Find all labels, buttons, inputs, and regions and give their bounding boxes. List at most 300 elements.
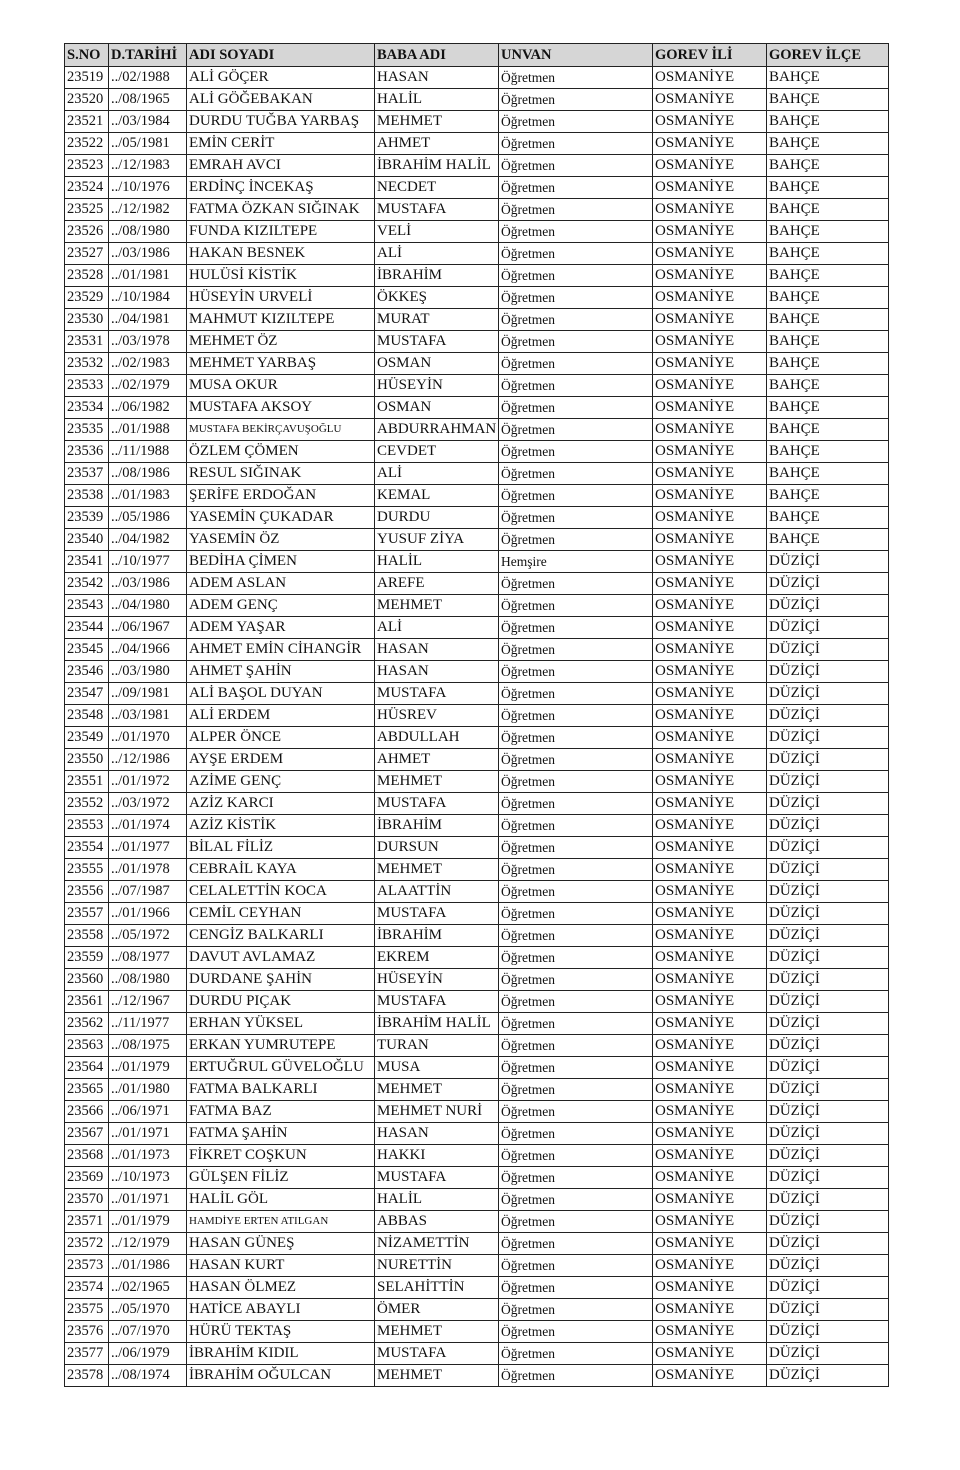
cell-duty-district: DÜZİÇİ bbox=[767, 683, 889, 705]
cell-duty-district: DÜZİÇİ bbox=[767, 1145, 889, 1167]
cell-duty-district: DÜZİÇİ bbox=[767, 661, 889, 683]
cell-father-name: ALİ bbox=[375, 463, 499, 485]
cell-duty-district: BAHÇE bbox=[767, 265, 889, 287]
cell-birth-date: ../08/1980 bbox=[109, 969, 187, 991]
cell-birth-date: ../03/1972 bbox=[109, 793, 187, 815]
cell-full-name: ERKAN YUMRUTEPE bbox=[187, 1035, 375, 1057]
cell-duty-district: BAHÇE bbox=[767, 67, 889, 89]
cell-duty-district: BAHÇE bbox=[767, 309, 889, 331]
cell-duty-province: OSMANİYE bbox=[653, 815, 767, 837]
table-row bbox=[65, 133, 889, 155]
cell-full-name: FATMA ÖZKAN SIĞINAK bbox=[187, 199, 375, 221]
cell-duty-district: DÜZİÇİ bbox=[767, 1277, 889, 1299]
cell-father-name: MEHMET bbox=[375, 771, 499, 793]
cell-full-name: ÖZLEM ÇÖMEN bbox=[187, 441, 375, 463]
cell-title: Öğretmen bbox=[499, 133, 653, 155]
cell-duty-province: OSMANİYE bbox=[653, 1277, 767, 1299]
cell-birth-date: ../02/1983 bbox=[109, 353, 187, 375]
cell-title: Öğretmen bbox=[499, 265, 653, 287]
cell-father-name: ALAATTİN bbox=[375, 881, 499, 903]
cell-full-name: MEHMET YARBAŞ bbox=[187, 353, 375, 375]
table-row bbox=[65, 1035, 889, 1057]
cell-duty-district: DÜZİÇİ bbox=[767, 991, 889, 1013]
cell-duty-district: BAHÇE bbox=[767, 243, 889, 265]
cell-father-name: ÖMER bbox=[375, 1299, 499, 1321]
table-row bbox=[65, 1277, 889, 1299]
table-row bbox=[65, 177, 889, 199]
cell-duty-district: DÜZİÇİ bbox=[767, 1101, 889, 1123]
cell-birth-date: ../01/1978 bbox=[109, 859, 187, 881]
personnel-list-document bbox=[64, 43, 888, 1387]
cell-duty-province: OSMANİYE bbox=[653, 727, 767, 749]
cell-birth-date: ../07/1970 bbox=[109, 1321, 187, 1343]
cell-duty-district: BAHÇE bbox=[767, 89, 889, 111]
table-row bbox=[65, 331, 889, 353]
cell-title: Öğretmen bbox=[499, 199, 653, 221]
table-row bbox=[65, 771, 889, 793]
cell-birth-date: ../12/1983 bbox=[109, 155, 187, 177]
cell-title: Öğretmen bbox=[499, 221, 653, 243]
table-row bbox=[65, 859, 889, 881]
cell-father-name: KEMAL bbox=[375, 485, 499, 507]
cell-duty-province: OSMANİYE bbox=[653, 485, 767, 507]
cell-duty-district: DÜZİÇİ bbox=[767, 617, 889, 639]
table-row bbox=[65, 67, 889, 89]
cell-father-name: HÜSREV bbox=[375, 705, 499, 727]
cell-sno: 23559 bbox=[65, 947, 109, 969]
cell-birth-date: ../08/1975 bbox=[109, 1035, 187, 1057]
cell-duty-district: DÜZİÇİ bbox=[767, 1079, 889, 1101]
cell-father-name: HASAN bbox=[375, 661, 499, 683]
cell-title: Öğretmen bbox=[499, 617, 653, 639]
cell-duty-province: OSMANİYE bbox=[653, 177, 767, 199]
cell-duty-district: BAHÇE bbox=[767, 221, 889, 243]
table-row bbox=[65, 1233, 889, 1255]
cell-duty-province: OSMANİYE bbox=[653, 1189, 767, 1211]
cell-sno: 23558 bbox=[65, 925, 109, 947]
cell-duty-district: BAHÇE bbox=[767, 507, 889, 529]
cell-duty-district: BAHÇE bbox=[767, 111, 889, 133]
cell-sno: 23528 bbox=[65, 265, 109, 287]
cell-full-name: CEBRAİL KAYA bbox=[187, 859, 375, 881]
cell-duty-district: DÜZİÇİ bbox=[767, 947, 889, 969]
cell-full-name: ERHAN YÜKSEL bbox=[187, 1013, 375, 1035]
table-row bbox=[65, 89, 889, 111]
cell-sno: 23571 bbox=[65, 1211, 109, 1233]
cell-title: Öğretmen bbox=[499, 1057, 653, 1079]
cell-full-name: HAKAN BESNEK bbox=[187, 243, 375, 265]
cell-sno: 23545 bbox=[65, 639, 109, 661]
cell-duty-district: DÜZİÇİ bbox=[767, 1035, 889, 1057]
cell-duty-province: OSMANİYE bbox=[653, 419, 767, 441]
cell-father-name: MUSTAFA bbox=[375, 199, 499, 221]
cell-sno: 23521 bbox=[65, 111, 109, 133]
cell-birth-date: ../01/1980 bbox=[109, 1079, 187, 1101]
cell-duty-province: OSMANİYE bbox=[653, 1343, 767, 1365]
cell-full-name: CENGİZ BALKARLI bbox=[187, 925, 375, 947]
cell-title: Öğretmen bbox=[499, 969, 653, 991]
table-row bbox=[65, 1321, 889, 1343]
cell-full-name: FUNDA KIZILTEPE bbox=[187, 221, 375, 243]
cell-duty-province: OSMANİYE bbox=[653, 1035, 767, 1057]
cell-birth-date: ../01/1971 bbox=[109, 1123, 187, 1145]
cell-father-name: SELAHİTTİN bbox=[375, 1277, 499, 1299]
cell-sno: 23544 bbox=[65, 617, 109, 639]
cell-duty-province: OSMANİYE bbox=[653, 1013, 767, 1035]
table-row bbox=[65, 1101, 889, 1123]
cell-title: Öğretmen bbox=[499, 1321, 653, 1343]
cell-birth-date: ../06/1979 bbox=[109, 1343, 187, 1365]
cell-sno: 23566 bbox=[65, 1101, 109, 1123]
cell-duty-province: OSMANİYE bbox=[653, 1365, 767, 1387]
cell-father-name: EKREM bbox=[375, 947, 499, 969]
cell-title: Öğretmen bbox=[499, 1343, 653, 1365]
cell-father-name: MEHMET bbox=[375, 1321, 499, 1343]
cell-sno: 23543 bbox=[65, 595, 109, 617]
cell-birth-date: ../01/1966 bbox=[109, 903, 187, 925]
cell-father-name: ALİ bbox=[375, 617, 499, 639]
cell-sno: 23553 bbox=[65, 815, 109, 837]
cell-duty-district: DÜZİÇİ bbox=[767, 1255, 889, 1277]
cell-father-name: İBRAHİM HALİL bbox=[375, 1013, 499, 1035]
cell-title: Öğretmen bbox=[499, 353, 653, 375]
cell-father-name: MUSTAFA bbox=[375, 991, 499, 1013]
cell-birth-date: ../10/1976 bbox=[109, 177, 187, 199]
cell-full-name: AZİME GENÇ bbox=[187, 771, 375, 793]
cell-title: Öğretmen bbox=[499, 639, 653, 661]
cell-father-name: ALİ bbox=[375, 243, 499, 265]
cell-full-name: RESUL SIĞINAK bbox=[187, 463, 375, 485]
cell-sno: 23530 bbox=[65, 309, 109, 331]
cell-sno: 23535 bbox=[65, 419, 109, 441]
cell-father-name: MURAT bbox=[375, 309, 499, 331]
cell-sno: 23570 bbox=[65, 1189, 109, 1211]
cell-duty-district: DÜZİÇİ bbox=[767, 1343, 889, 1365]
cell-birth-date: ../02/1988 bbox=[109, 67, 187, 89]
cell-birth-date: ../07/1987 bbox=[109, 881, 187, 903]
cell-full-name: ADEM GENÇ bbox=[187, 595, 375, 617]
cell-sno: 23546 bbox=[65, 661, 109, 683]
cell-father-name: MUSTAFA bbox=[375, 331, 499, 353]
cell-sno: 23523 bbox=[65, 155, 109, 177]
cell-father-name: MUSTAFA bbox=[375, 1343, 499, 1365]
cell-duty-province: OSMANİYE bbox=[653, 265, 767, 287]
cell-birth-date: ../06/1982 bbox=[109, 397, 187, 419]
cell-father-name: İBRAHİM bbox=[375, 925, 499, 947]
cell-sno: 23539 bbox=[65, 507, 109, 529]
cell-duty-province: OSMANİYE bbox=[653, 1321, 767, 1343]
table-row bbox=[65, 661, 889, 683]
cell-birth-date: ../04/1980 bbox=[109, 595, 187, 617]
cell-full-name: İBRAHİM OĞULCAN bbox=[187, 1365, 375, 1387]
cell-title: Öğretmen bbox=[499, 111, 653, 133]
cell-full-name: DURDU PIÇAK bbox=[187, 991, 375, 1013]
cell-title: Öğretmen bbox=[499, 1013, 653, 1035]
cell-father-name: MUSTAFA bbox=[375, 1167, 499, 1189]
cell-title: Öğretmen bbox=[499, 859, 653, 881]
cell-duty-district: DÜZİÇİ bbox=[767, 705, 889, 727]
cell-duty-province: OSMANİYE bbox=[653, 947, 767, 969]
cell-father-name: YUSUF ZİYA bbox=[375, 529, 499, 551]
cell-birth-date: ../01/1988 bbox=[109, 419, 187, 441]
cell-sno: 23564 bbox=[65, 1057, 109, 1079]
cell-sno: 23547 bbox=[65, 683, 109, 705]
cell-duty-province: OSMANİYE bbox=[653, 1101, 767, 1123]
cell-full-name: MUSTAFA AKSOY bbox=[187, 397, 375, 419]
cell-full-name: CEMİL CEYHAN bbox=[187, 903, 375, 925]
cell-birth-date: ../01/1983 bbox=[109, 485, 187, 507]
cell-duty-province: OSMANİYE bbox=[653, 705, 767, 727]
cell-title: Öğretmen bbox=[499, 1255, 653, 1277]
cell-duty-district: DÜZİÇİ bbox=[767, 815, 889, 837]
personnel-table bbox=[64, 43, 889, 1387]
cell-duty-district: BAHÇE bbox=[767, 177, 889, 199]
cell-full-name: DURDU TUĞBA YARBAŞ bbox=[187, 111, 375, 133]
cell-father-name: MEHMET bbox=[375, 111, 499, 133]
cell-sno: 23537 bbox=[65, 463, 109, 485]
cell-title: Öğretmen bbox=[499, 881, 653, 903]
cell-duty-province: OSMANİYE bbox=[653, 133, 767, 155]
cell-title: Öğretmen bbox=[499, 419, 653, 441]
table-row bbox=[65, 1145, 889, 1167]
cell-duty-province: OSMANİYE bbox=[653, 793, 767, 815]
table-row bbox=[65, 925, 889, 947]
cell-duty-province: OSMANİYE bbox=[653, 573, 767, 595]
cell-title: Öğretmen bbox=[499, 925, 653, 947]
cell-full-name: ALPER ÖNCE bbox=[187, 727, 375, 749]
cell-birth-date: ../05/1981 bbox=[109, 133, 187, 155]
cell-father-name: HALİL bbox=[375, 551, 499, 573]
cell-birth-date: ../04/1981 bbox=[109, 309, 187, 331]
cell-duty-district: DÜZİÇİ bbox=[767, 1299, 889, 1321]
cell-sno: 23565 bbox=[65, 1079, 109, 1101]
cell-title: Öğretmen bbox=[499, 727, 653, 749]
cell-sno: 23562 bbox=[65, 1013, 109, 1035]
cell-birth-date: ../03/1986 bbox=[109, 573, 187, 595]
cell-title: Öğretmen bbox=[499, 155, 653, 177]
table-row bbox=[65, 243, 889, 265]
cell-father-name: HALİL bbox=[375, 89, 499, 111]
cell-duty-district: BAHÇE bbox=[767, 199, 889, 221]
table-row bbox=[65, 441, 889, 463]
cell-birth-date: ../12/1982 bbox=[109, 199, 187, 221]
cell-sno: 23554 bbox=[65, 837, 109, 859]
cell-birth-date: ../05/1986 bbox=[109, 507, 187, 529]
cell-duty-province: OSMANİYE bbox=[653, 67, 767, 89]
cell-birth-date: ../01/1979 bbox=[109, 1211, 187, 1233]
cell-title: Öğretmen bbox=[499, 529, 653, 551]
cell-duty-province: OSMANİYE bbox=[653, 331, 767, 353]
table-row bbox=[65, 111, 889, 133]
cell-birth-date: ../03/1981 bbox=[109, 705, 187, 727]
cell-father-name: DURSUN bbox=[375, 837, 499, 859]
cell-duty-province: OSMANİYE bbox=[653, 441, 767, 463]
table-row bbox=[65, 991, 889, 1013]
table-body bbox=[65, 67, 889, 1387]
cell-duty-district: DÜZİÇİ bbox=[767, 881, 889, 903]
cell-sno: 23541 bbox=[65, 551, 109, 573]
cell-duty-province: OSMANİYE bbox=[653, 969, 767, 991]
cell-duty-district: DÜZİÇİ bbox=[767, 925, 889, 947]
cell-father-name: HASAN bbox=[375, 1123, 499, 1145]
cell-title: Öğretmen bbox=[499, 1299, 653, 1321]
table-row bbox=[65, 749, 889, 771]
cell-father-name: MUSTAFA bbox=[375, 793, 499, 815]
cell-duty-province: OSMANİYE bbox=[653, 771, 767, 793]
cell-sno: 23520 bbox=[65, 89, 109, 111]
cell-father-name: MEHMET bbox=[375, 1365, 499, 1387]
cell-full-name: HÜRÜ TEKTAŞ bbox=[187, 1321, 375, 1343]
table-row bbox=[65, 265, 889, 287]
cell-father-name: AHMET bbox=[375, 133, 499, 155]
cell-sno: 23574 bbox=[65, 1277, 109, 1299]
table-row bbox=[65, 1079, 889, 1101]
cell-duty-province: OSMANİYE bbox=[653, 397, 767, 419]
cell-duty-district: BAHÇE bbox=[767, 397, 889, 419]
cell-title: Öğretmen bbox=[499, 573, 653, 595]
cell-title: Öğretmen bbox=[499, 441, 653, 463]
cell-duty-province: OSMANİYE bbox=[653, 749, 767, 771]
table-row bbox=[65, 683, 889, 705]
table-row bbox=[65, 419, 889, 441]
table-row bbox=[65, 353, 889, 375]
cell-father-name: HASAN bbox=[375, 639, 499, 661]
table-row bbox=[65, 1365, 889, 1387]
table-row bbox=[65, 221, 889, 243]
table-row bbox=[65, 463, 889, 485]
cell-full-name: AZİZ KİSTİK bbox=[187, 815, 375, 837]
cell-title: Öğretmen bbox=[499, 1101, 653, 1123]
cell-duty-province: OSMANİYE bbox=[653, 881, 767, 903]
cell-full-name: HÜSEYİN URVELİ bbox=[187, 287, 375, 309]
cell-full-name: FİKRET COŞKUN bbox=[187, 1145, 375, 1167]
table-row bbox=[65, 837, 889, 859]
cell-father-name: ÖKKEŞ bbox=[375, 287, 499, 309]
cell-full-name: ALİ GÖĞEBAKAN bbox=[187, 89, 375, 111]
cell-full-name: ALİ GÖÇER bbox=[187, 67, 375, 89]
cell-birth-date: ../12/1979 bbox=[109, 1233, 187, 1255]
cell-sno: 23548 bbox=[65, 705, 109, 727]
cell-title: Öğretmen bbox=[499, 1167, 653, 1189]
cell-sno: 23550 bbox=[65, 749, 109, 771]
cell-duty-district: DÜZİÇİ bbox=[767, 793, 889, 815]
cell-birth-date: ../11/1988 bbox=[109, 441, 187, 463]
cell-duty-province: OSMANİYE bbox=[653, 639, 767, 661]
cell-duty-district: BAHÇE bbox=[767, 133, 889, 155]
cell-full-name: HALİL GÖL bbox=[187, 1189, 375, 1211]
cell-sno: 23526 bbox=[65, 221, 109, 243]
cell-title: Öğretmen bbox=[499, 837, 653, 859]
table-header-row bbox=[65, 44, 889, 67]
cell-birth-date: ../04/1966 bbox=[109, 639, 187, 661]
cell-sno: 23555 bbox=[65, 859, 109, 881]
cell-title: Öğretmen bbox=[499, 947, 653, 969]
header-father-name: BABA ADI bbox=[375, 44, 499, 67]
cell-father-name: NİZAMETTİN bbox=[375, 1233, 499, 1255]
cell-full-name: FATMA ŞAHİN bbox=[187, 1123, 375, 1145]
cell-full-name: YASEMİN ÇUKADAR bbox=[187, 507, 375, 529]
cell-title: Öğretmen bbox=[499, 793, 653, 815]
cell-title: Öğretmen bbox=[499, 1035, 653, 1057]
cell-full-name: ERTUĞRUL GÜVELOĞLU bbox=[187, 1057, 375, 1079]
cell-birth-date: ../04/1982 bbox=[109, 529, 187, 551]
cell-sno: 23527 bbox=[65, 243, 109, 265]
cell-duty-district: DÜZİÇİ bbox=[767, 1013, 889, 1035]
header-title: UNVAN bbox=[499, 44, 653, 67]
table-row bbox=[65, 485, 889, 507]
table-row bbox=[65, 529, 889, 551]
cell-father-name: HÜSEYİN bbox=[375, 375, 499, 397]
cell-sno: 23524 bbox=[65, 177, 109, 199]
cell-full-name: ADEM ASLAN bbox=[187, 573, 375, 595]
cell-birth-date: ../01/1972 bbox=[109, 771, 187, 793]
cell-full-name: AZİZ KARCI bbox=[187, 793, 375, 815]
cell-father-name: MUSTAFA bbox=[375, 903, 499, 925]
cell-duty-district: DÜZİÇİ bbox=[767, 1189, 889, 1211]
cell-father-name: AREFE bbox=[375, 573, 499, 595]
cell-duty-province: OSMANİYE bbox=[653, 991, 767, 1013]
cell-birth-date: ../01/1981 bbox=[109, 265, 187, 287]
cell-title: Öğretmen bbox=[499, 507, 653, 529]
cell-birth-date: ../10/1973 bbox=[109, 1167, 187, 1189]
cell-birth-date: ../03/1986 bbox=[109, 243, 187, 265]
cell-duty-province: OSMANİYE bbox=[653, 1255, 767, 1277]
cell-duty-province: OSMANİYE bbox=[653, 507, 767, 529]
cell-sno: 23560 bbox=[65, 969, 109, 991]
cell-title: Öğretmen bbox=[499, 771, 653, 793]
cell-full-name: FATMA BALKARLI bbox=[187, 1079, 375, 1101]
cell-full-name: EMRAH AVCI bbox=[187, 155, 375, 177]
cell-duty-province: OSMANİYE bbox=[653, 903, 767, 925]
table-row bbox=[65, 947, 889, 969]
header-duty-province: GOREV İLİ bbox=[653, 44, 767, 67]
cell-duty-district: BAHÇE bbox=[767, 331, 889, 353]
cell-title: Öğretmen bbox=[499, 661, 653, 683]
cell-title: Öğretmen bbox=[499, 485, 653, 507]
cell-sno: 23531 bbox=[65, 331, 109, 353]
cell-duty-district: DÜZİÇİ bbox=[767, 1167, 889, 1189]
cell-father-name: OSMAN bbox=[375, 397, 499, 419]
cell-duty-district: DÜZİÇİ bbox=[767, 837, 889, 859]
cell-birth-date: ../03/1984 bbox=[109, 111, 187, 133]
cell-sno: 23552 bbox=[65, 793, 109, 815]
cell-duty-province: OSMANİYE bbox=[653, 353, 767, 375]
cell-full-name: GÜLŞEN FİLİZ bbox=[187, 1167, 375, 1189]
cell-title: Öğretmen bbox=[499, 309, 653, 331]
cell-full-name: HASAN KURT bbox=[187, 1255, 375, 1277]
cell-duty-province: OSMANİYE bbox=[653, 683, 767, 705]
cell-father-name: NECDET bbox=[375, 177, 499, 199]
table-row bbox=[65, 1167, 889, 1189]
table-row bbox=[65, 1343, 889, 1365]
cell-full-name: ERDİNÇ İNCEKAŞ bbox=[187, 177, 375, 199]
cell-title: Öğretmen bbox=[499, 595, 653, 617]
cell-birth-date: ../01/1979 bbox=[109, 1057, 187, 1079]
table-row bbox=[65, 199, 889, 221]
cell-sno: 23525 bbox=[65, 199, 109, 221]
cell-duty-province: OSMANİYE bbox=[653, 1233, 767, 1255]
cell-duty-province: OSMANİYE bbox=[653, 375, 767, 397]
cell-birth-date: ../05/1970 bbox=[109, 1299, 187, 1321]
cell-birth-date: ../12/1967 bbox=[109, 991, 187, 1013]
cell-title: Öğretmen bbox=[499, 1365, 653, 1387]
cell-father-name: ABBAS bbox=[375, 1211, 499, 1233]
cell-duty-district: DÜZİÇİ bbox=[767, 859, 889, 881]
cell-full-name: BİLAL FİLİZ bbox=[187, 837, 375, 859]
cell-title: Öğretmen bbox=[499, 243, 653, 265]
cell-birth-date: ../01/1977 bbox=[109, 837, 187, 859]
cell-duty-district: DÜZİÇİ bbox=[767, 1321, 889, 1343]
